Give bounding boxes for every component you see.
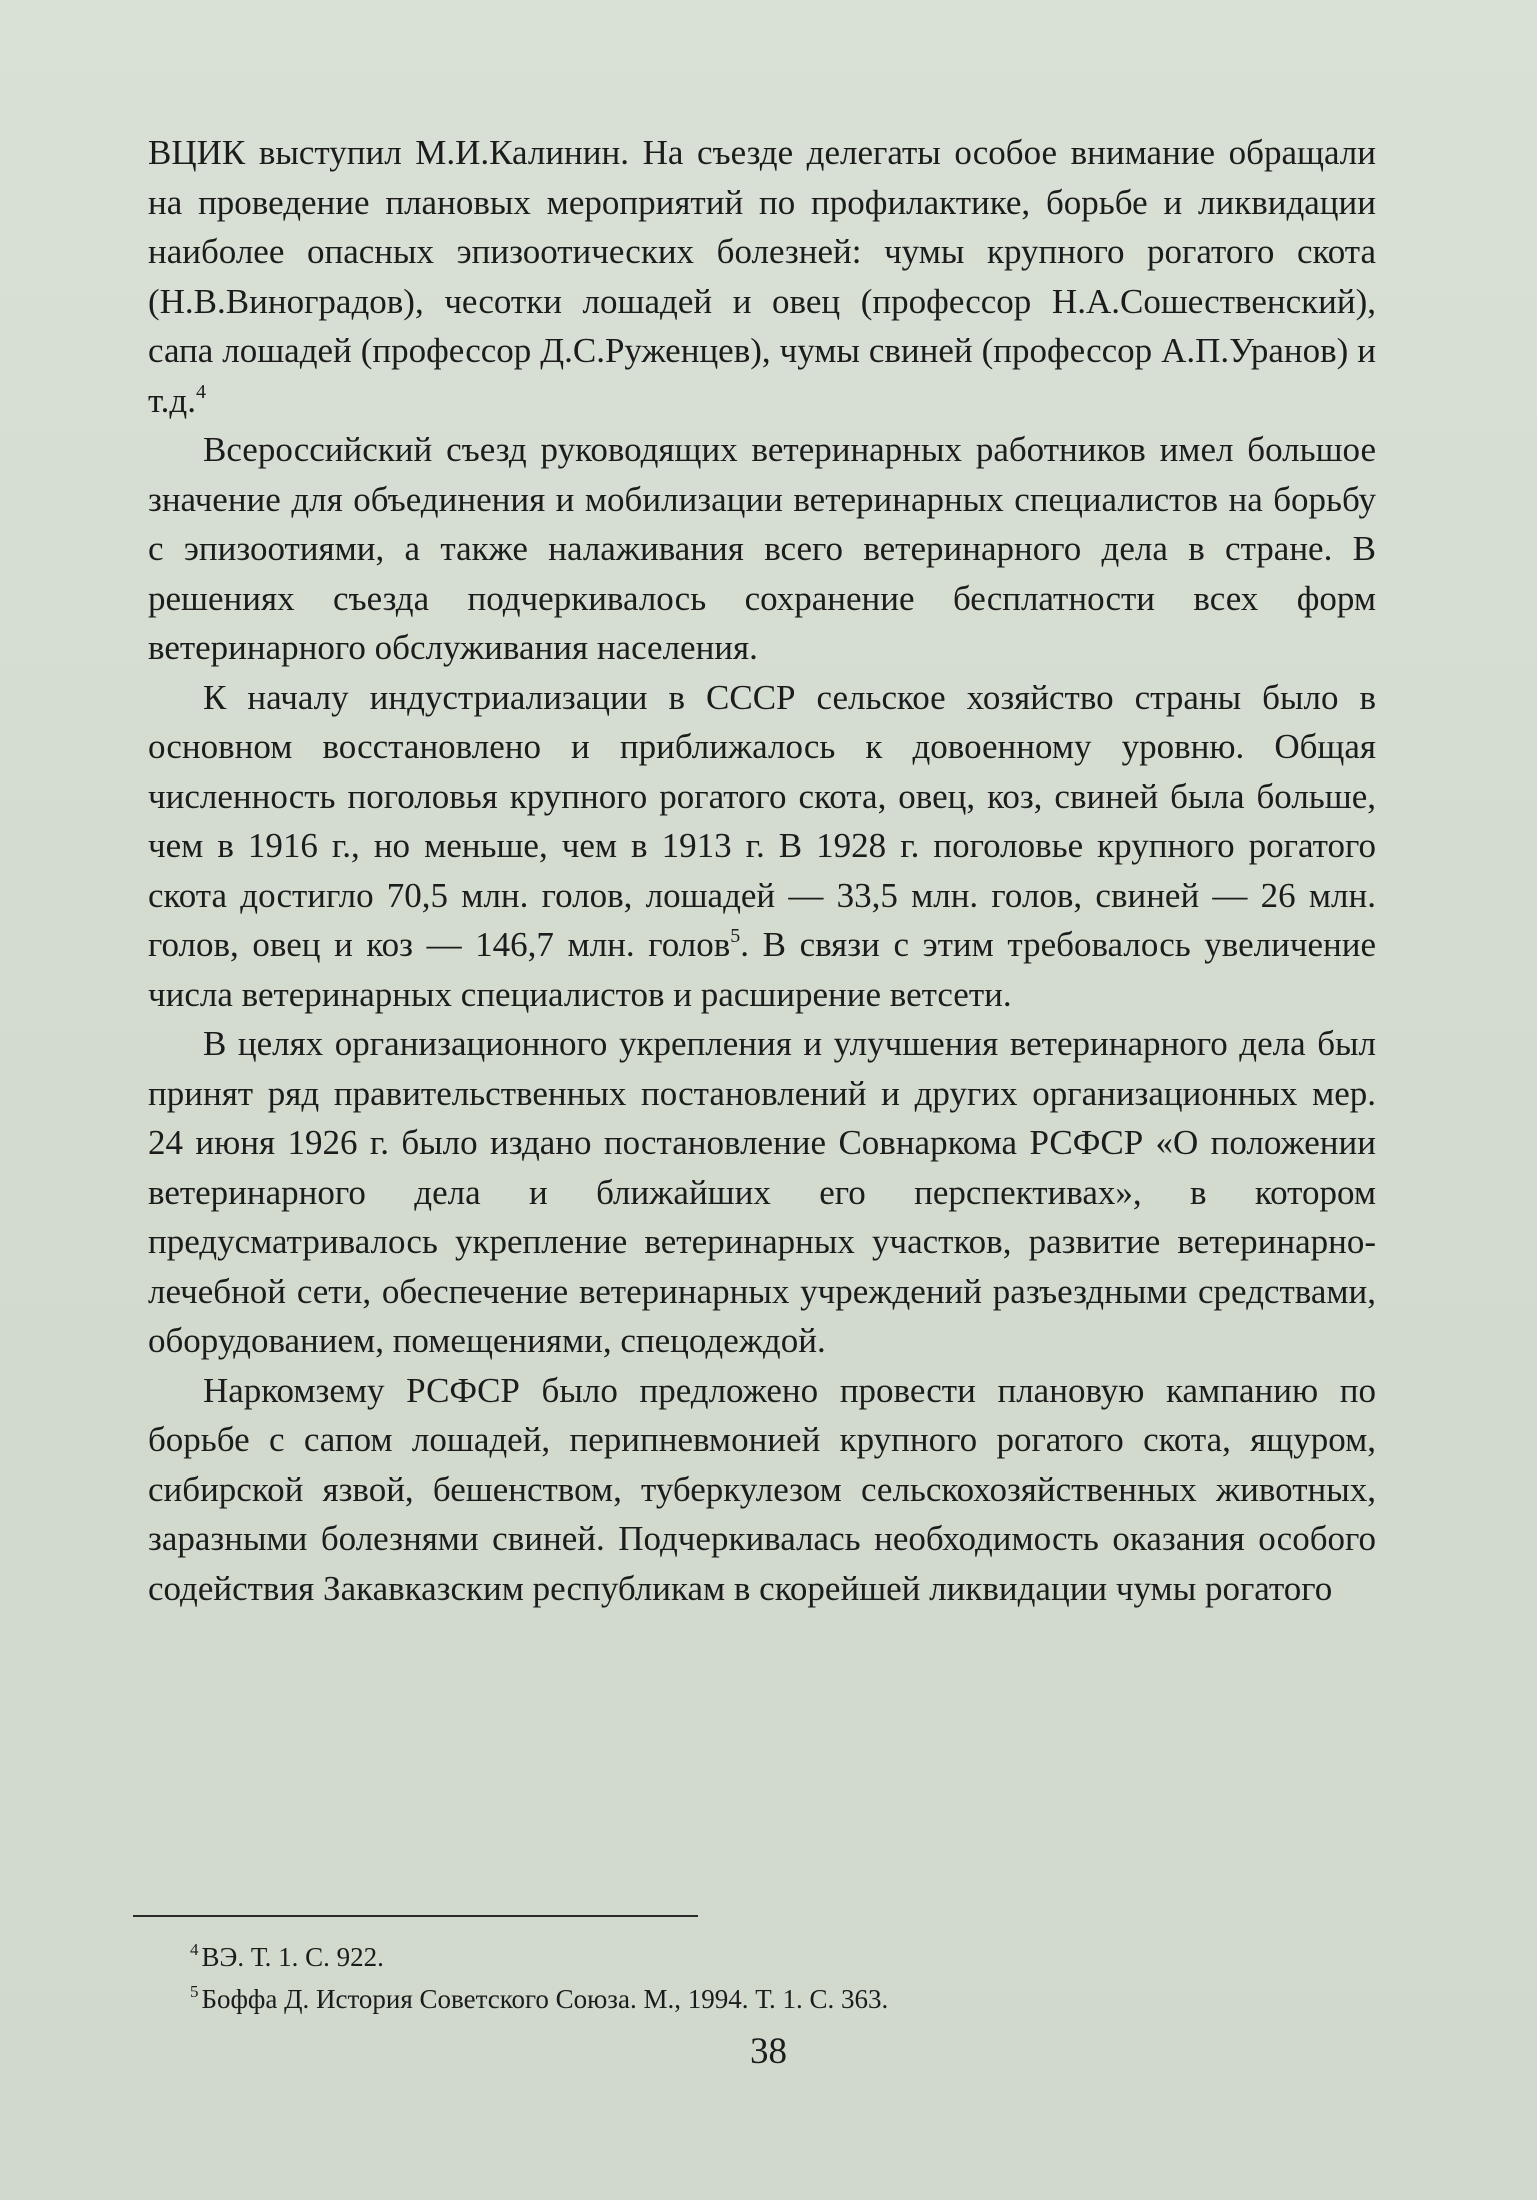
footnote-5-text: Боффа Д. История Советского Союза. М., 1994. Т. 1. С. 363. [201,1984,889,2014]
paragraph-2 [148,425,1376,673]
page-number: 38 [750,2031,787,2072]
footnote-4-text: ВЭ. Т. 1. С. 922. [201,1942,384,1972]
footnote-5-number: 5 [190,1982,199,2001]
paragraph-3 [148,673,1376,1020]
paragraph-5-text: Наркомзему РСФСР было предложено провести плановую кампанию по борьбе с сапом лошадей, перипневмонией крупного рогатого скота, ящуром, сибирской язвой, бешенством, туберкулезом сельскохозяйственных животных, заразными болезнями свиней. Подчеркивалась необходимость оказания особого содействия Закавказским республикам в скорейшей ликвидации чумы рогатого [148,1370,1376,1608]
paragraph-5 [148,1366,1376,1614]
paragraph-3-text-after: . В связи с этим требовалось увеличение числа ветеринарных специалистов и расширение ветсети. [148,925,1376,1014]
paragraph-4 [148,1019,1376,1366]
paragraph-1-text: ВЦИК выступил М.И.Калинин. На съезде делегаты особое внимание обращали на проведение плановых мероприятий по профилактике, борьбе и ликвидации наиболее опасных эпизоотических болезней: чумы крупного рогатого скота (Н.В.Виноградов), чесотки лошадей и овец (профессор Н.А.Сошественский), сапа лошадей (профессор Д.С.Руженцев), чумы свиней (профессор А.П.Уранов) и т.д. [148,133,1376,420]
paragraph-2-text: Всероссийский съезд руководящих ветеринарных работников имел большое значение для объединения и мобилизации ветеринарных специалистов на борьбу с эпизоотиями, а также налаживания всего ветеринарного дела в стране. В решениях съезда подчеркивалось сохранение бесплатности всех форм ветеринарного обслуживания населения. [148,430,1376,667]
paragraph-4-text: В целях организационного укрепления и улучшения ветеринарного дела был принят ряд правительственных постановлений и других организационных мер. 24 июня 1926 г. было издано постановление Совнаркома РСФСР «О положении ветеринарного дела и ближайших его перспективах», в котором предусматривалось укрепление ветеринарных участков, развитие ветеринарно-лечебной сети, обеспечение ветеринарных учреждений разъездными средствами, оборудованием, помещениями, спецодеждой. [148,1024,1376,1360]
paragraph-1 [148,128,1376,425]
footnote-5 [190,1978,1340,2020]
paragraph-3-text: К началу индустриализации в СССР сельское хозяйство страны было в основном восстановлено и приближалось к довоенному уровню. Общая численность поголовья крупного рогатого скота, овец, коз, свиней была больше, чем в 1916 г., но меньше, чем в 1913 г. В 1928 г. поголовье крупного рогатого скота достигло 70,5 млн. голов, лошадей — 33,5 млн. голов, свиней — 26 млн. голов, овец и коз — 146,7 млн. голов [148,677,1376,964]
footnote-4-number: 4 [190,1940,199,1959]
main-text [148,128,1376,1613]
footnote-separator [133,1915,698,1917]
footnote-4 [190,1936,1340,1978]
footnotes [190,1936,1340,2020]
footnote-ref-4: 4 [195,380,206,403]
footnote-ref-5: 5 [730,925,741,947]
